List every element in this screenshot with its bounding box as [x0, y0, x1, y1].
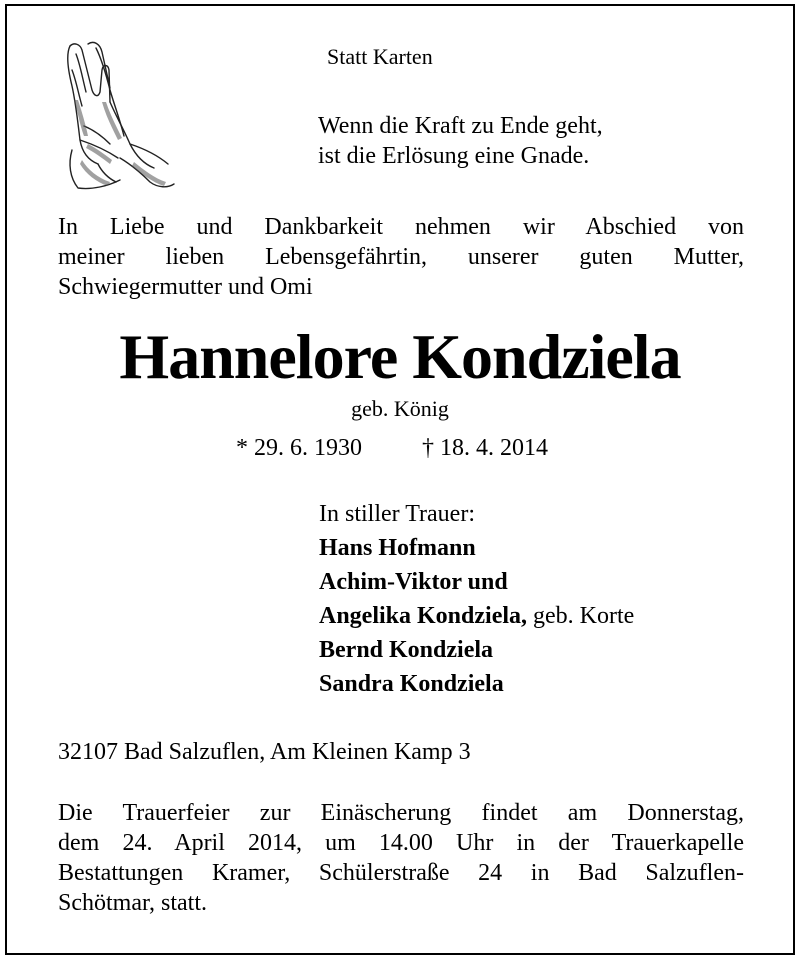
intro-text — [58, 212, 744, 302]
praying-hands-icon — [58, 40, 176, 192]
mourners-heading: In stiller Trauer: — [319, 501, 475, 527]
deceased-name: Hannelore Kondziela — [119, 321, 681, 392]
mourner-line — [319, 667, 634, 701]
quote-line: ist die Erlösung eine Gnade. — [318, 143, 590, 169]
mourner-name: Bernd Kondziela — [319, 637, 494, 663]
funeral-line: Bestattungen Kramer, Schülerstraße 24 in Bad Salzuflen- — [58, 860, 744, 886]
intro-line: meiner lieben Lebensgefährtin, unserer guten Mutter, — [58, 244, 744, 270]
maiden-name: geb. König — [351, 396, 449, 421]
quote — [318, 111, 603, 171]
mourner-line — [319, 565, 634, 599]
funeral-line: Schötmar, statt. — [58, 890, 208, 916]
mourner-line — [319, 531, 634, 565]
funeral-line: Die Trauerfeier zur Einäscherung findet am Donnerstag, — [58, 800, 744, 826]
quote-line: Wenn die Kraft zu Ende geht, — [318, 113, 603, 139]
funeral-line: dem 24. April 2014, um 14.00 Uhr in der Trauerkapelle — [58, 830, 744, 856]
mourner-note: geb. Korte — [527, 603, 635, 629]
mourner-name: Sandra Kondziela — [319, 671, 504, 697]
funeral-info — [58, 798, 744, 918]
mourner-line — [319, 599, 634, 633]
death-date: † 18. 4. 2014 — [422, 435, 548, 461]
mourner-name: Achim-Viktor und — [319, 569, 508, 595]
intro-line: In Liebe und Dankbarkeit nehmen wir Abschied von — [58, 214, 744, 240]
statt-karten: Statt Karten — [327, 44, 433, 69]
birth-date: * 29. 6. 1930 — [236, 435, 362, 461]
mourners-list — [319, 531, 634, 701]
mourner-name: Angelika Kondziela, — [319, 603, 528, 629]
mourner-line — [319, 633, 634, 667]
mourner-name: Hans Hofmann — [319, 535, 476, 561]
intro-line: Schwiegermutter und Omi — [58, 274, 313, 300]
address: 32107 Bad Salzuflen, Am Kleinen Kamp 3 — [58, 739, 471, 765]
